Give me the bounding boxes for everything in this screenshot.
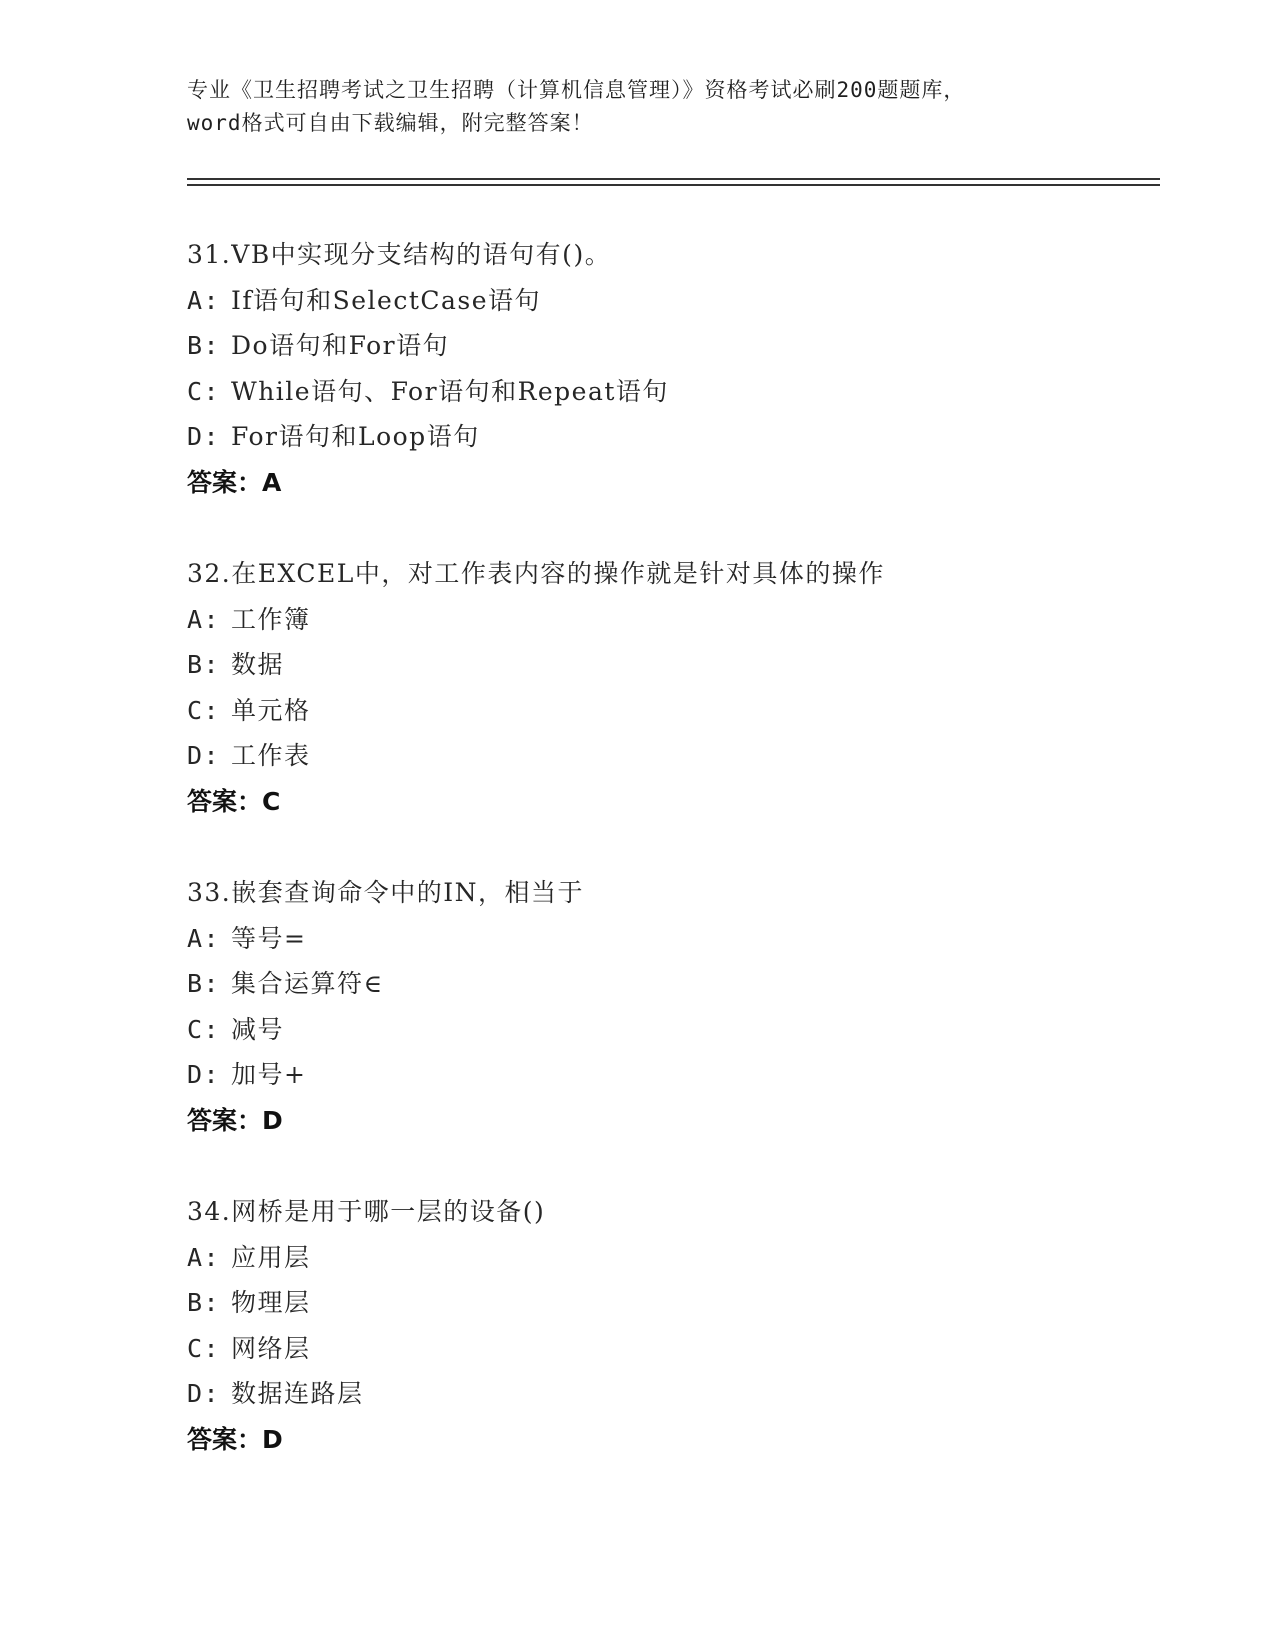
option-b <box>187 961 1167 1007</box>
option-text: 工作簿 <box>231 604 311 634</box>
option-text: 应用层 <box>231 1242 311 1272</box>
option-text: 单元格 <box>231 695 311 725</box>
question-block <box>187 1189 1167 1463</box>
option-c <box>187 688 1167 734</box>
answer-line: 答案：C <box>187 786 281 816</box>
option-d <box>187 414 1167 460</box>
option-d <box>187 733 1167 779</box>
option-b <box>187 642 1167 688</box>
option-letter: C: <box>187 1014 221 1044</box>
option-letter: B: <box>187 331 221 361</box>
option-letter: D: <box>187 1060 221 1090</box>
option-letter: D: <box>187 741 221 771</box>
option-letter: A: <box>187 285 221 315</box>
option-a <box>187 597 1167 643</box>
option-text: 加号+ <box>231 1060 307 1090</box>
option-letter: B: <box>187 650 221 680</box>
option-text: 数据连路层 <box>231 1379 364 1409</box>
option-letter: C: <box>187 376 221 406</box>
option-letter: B: <box>187 1288 221 1318</box>
option-text: 集合运算符∈ <box>231 969 384 999</box>
question-block <box>187 870 1167 1144</box>
header-line-2: word格式可自由下载编辑，附完整答案！ <box>187 111 594 135</box>
option-text: 网络层 <box>231 1333 311 1363</box>
option-text: Do语句和For语句 <box>231 331 450 361</box>
option-c <box>187 369 1167 415</box>
option-d <box>187 1371 1167 1417</box>
option-text: 等号= <box>231 923 307 953</box>
option-letter: D: <box>187 1379 221 1409</box>
option-text: 工作表 <box>231 741 311 771</box>
answer-line: 答案：D <box>187 1105 283 1135</box>
option-text: If语句和SelectCase语句 <box>231 285 542 315</box>
option-b <box>187 323 1167 369</box>
option-text: 减号 <box>231 1014 285 1044</box>
question-block <box>187 551 1167 825</box>
option-d <box>187 1052 1167 1098</box>
question-stem: 32.在EXCEL中，对工作表内容的操作就是针对具体的操作 <box>187 559 885 588</box>
option-a <box>187 916 1167 962</box>
option-text: While语句、For语句和Repeat语句 <box>231 376 669 406</box>
answer-line: 答案：D <box>187 1424 283 1454</box>
question-block <box>187 232 1167 506</box>
option-text: For语句和Loop语句 <box>231 422 480 452</box>
option-letter: A: <box>187 604 221 634</box>
option-c <box>187 1007 1167 1053</box>
option-text: 数据 <box>231 650 285 680</box>
header-divider-bottom <box>187 184 1160 186</box>
header-line-1: 专业《卫生招聘考试之卫生招聘（计算机信息管理）》资格考试必刷200题题库， <box>187 78 966 102</box>
option-c <box>187 1326 1167 1372</box>
option-letter: D: <box>187 422 221 452</box>
option-letter: A: <box>187 1242 221 1272</box>
header-divider-top <box>187 178 1160 180</box>
option-letter: B: <box>187 969 221 999</box>
option-a <box>187 278 1167 324</box>
option-b <box>187 1280 1167 1326</box>
option-letter: A: <box>187 923 221 953</box>
option-text: 物理层 <box>231 1288 311 1318</box>
option-letter: C: <box>187 695 221 725</box>
document-header <box>187 74 1087 140</box>
question-stem: 33.嵌套查询命令中的IN，相当于 <box>187 878 585 907</box>
option-a <box>187 1235 1167 1281</box>
option-letter: C: <box>187 1333 221 1363</box>
question-stem: 34.网桥是用于哪一层的设备() <box>187 1197 546 1226</box>
answer-line: 答案：A <box>187 467 282 497</box>
question-stem: 31.VB中实现分支结构的语句有()。 <box>187 240 612 269</box>
